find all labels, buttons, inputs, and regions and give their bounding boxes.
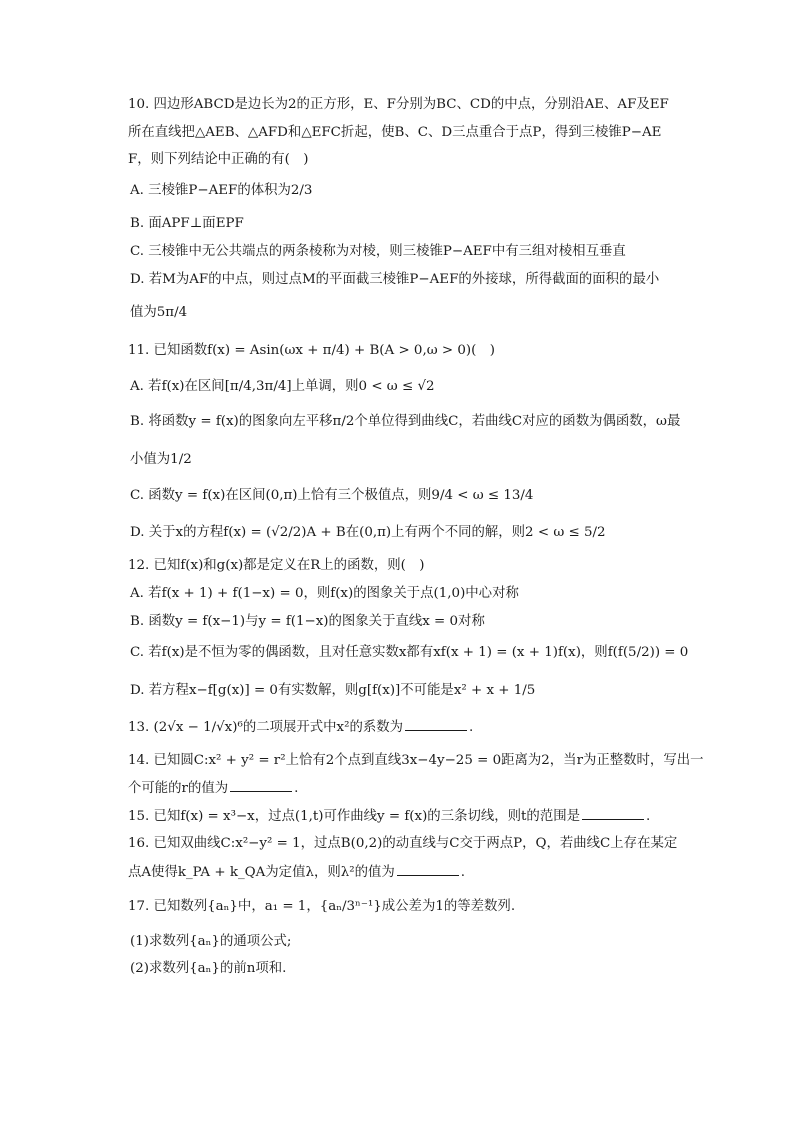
q10-line-2: 所在直线把△AEB、△AFD和△EFC折起，使B、C、D三点重合于点P，得到三棱锥P−AE: [128, 125, 662, 140]
q11-option-a: A. 若f(x)在区间[π/4,3π/4]上单调，则0 < ω ≤ √2: [130, 379, 435, 394]
q14-text: 个可能的r的值为: [128, 781, 229, 796]
q16-line-1: 16. 已知双曲线C:x²−y² = 1，过点B(0,2)的动直线与C交于两点P，Q，若曲线C上存在某定: [128, 836, 678, 851]
q10-option-d-line-2: 值为5π/4: [130, 305, 188, 320]
q15-text: 15. 已知f(x) = x³−x，过点(1,t)可作曲线y = f(x)的三条切线，则t的范围是: [128, 809, 580, 824]
q10-option-d-line-1: D. 若M为AF的中点，则过点M的平面截三棱锥P−AEF的外接球，所得截面的面积的最小: [130, 272, 660, 287]
q12-option-b: B. 函数y = f(x−1)与y = f(1−x)的图象关于直线x = 0对称: [130, 614, 485, 629]
q15-answer-blank[interactable]: [582, 807, 644, 820]
q13-stem: [128, 718, 668, 737]
q11-option-d: D. 关于x的方程f(x) = (√2/2)A + B在(0,π)上有两个不同的解，则2 < ω ≤ 5/2: [130, 525, 606, 540]
q13-text: 13. (2√x − 1/√x)⁶的二项展开式中x²的系数为: [128, 720, 404, 735]
q13-period: .: [469, 720, 474, 735]
q13-answer-blank[interactable]: [405, 718, 467, 731]
q16-period: .: [460, 865, 466, 880]
q11-stem: 11. 已知函数f(x) = Asin(ωx + π/4) + B(A > 0,ω > 0)( ): [128, 343, 495, 358]
q15-stem: [128, 807, 668, 826]
q11-option-b-line-2: 小值为1/2: [130, 452, 192, 467]
q12-option-c: C. 若f(x)是不恒为零的偶函数，且对任意实数x都有xf(x + 1) = (x + 1)f(x)，则f(f(5/2)) = 0: [130, 645, 689, 660]
q16-text: 点A使得k_PA + k_QA为定值λ，则λ²的值为: [128, 865, 395, 880]
q10-option-b: B. 面APF⊥面EPF: [130, 216, 244, 231]
q16-answer-blank[interactable]: [397, 863, 459, 876]
q11-option-c: C. 函数y = f(x)在区间(0,π)上恰有三个极值点，则9/4 < ω ≤ 13/4: [130, 488, 534, 503]
q12-option-d: D. 若方程x−f[g(x)] = 0有实数解，则g[f(x)]不可能是x² + x + 1/5: [130, 683, 536, 698]
q14-line-1: 14. 已知圆C:x² + y² = r²上恰有2个点到直线3x−4y−25 = 0距离为2，当r为正整数时，写出一: [128, 753, 704, 768]
q16-line-2: [128, 863, 668, 882]
q10-option-a: A. 三棱锥P−AEF的体积为2/3: [130, 183, 313, 198]
q17-part-1: (1)求数列{aₙ}的通项公式;: [130, 934, 292, 949]
q10-line-3: F，则下列结论中正确的有( ): [128, 152, 309, 167]
q10-option-c: C. 三棱锥中无公共端点的两条棱称为对棱，则三棱锥P−AEF中有三组对棱相互垂直: [130, 244, 626, 259]
q15-period: .: [646, 809, 651, 824]
q11-option-b-line-1: B. 将函数y = f(x)的图象向左平移π/2个单位得到曲线C，若曲线C对应的函数为偶函数，ω最: [130, 414, 681, 429]
q14-answer-blank[interactable]: [230, 779, 292, 792]
q12-stem: 12. 已知f(x)和g(x)都是定义在R上的函数，则( ): [128, 558, 425, 573]
q12-option-a: A. 若f(x + 1) + f(1−x) = 0，则f(x)的图象关于点(1,0)中心对称: [130, 586, 519, 601]
q17-stem: 17. 已知数列{aₙ}中，a₁ = 1，{aₙ/3ⁿ⁻¹}成公差为1的等差数列.: [128, 899, 516, 914]
q14-period: .: [294, 781, 299, 796]
q14-line-2: [128, 779, 668, 798]
q10-line-1: 10. 四边形ABCD是边长为2的正方形，E、F分别为BC、CD的中点，分别沿AE、AF及EF: [128, 97, 669, 112]
q17-part-2: (2)求数列{aₙ}的前n项和.: [130, 961, 287, 976]
